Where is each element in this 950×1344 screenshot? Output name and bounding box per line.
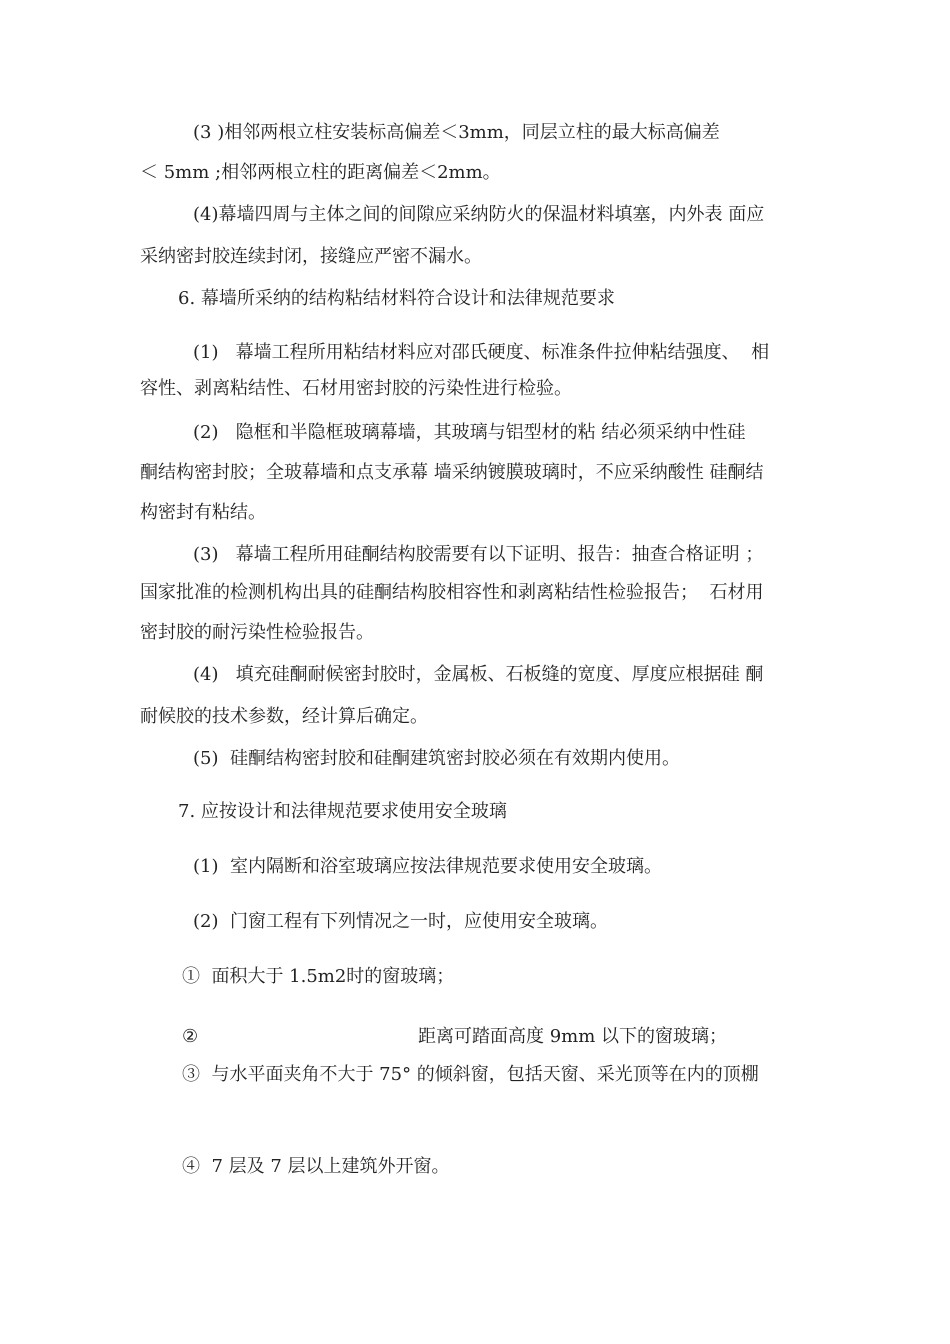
list-item: ④ 7 层及 7 层以上建筑外开窗。: [182, 1156, 450, 1177]
paragraph-line: (3 )相邻两根立柱安装标高偏差＜3mm，同层立柱的最大标高偏差: [193, 122, 720, 143]
paragraph-line: (2) 门窗工程有下列情况之一时，应使用安全玻璃。: [193, 911, 608, 932]
paragraph-line: (4)幕墙四周与主体之间的间隙应采纳防火的保温材料填塞，内外表 面应: [193, 204, 765, 225]
paragraph-line: 构密封有粘结。: [140, 502, 266, 523]
paragraph-line: (1) 室内隔断和浴室玻璃应按法律规范要求使用安全玻璃。: [193, 856, 662, 877]
paragraph-line: (1) 幕墙工程所用粘结材料应对邵氏硬度、标准条件拉伸粘结强度、 相: [193, 342, 770, 363]
list-item: ③ 与水平面夹角不大于 75° 的倾斜窗，包括天窗、采光顶等在内的顶棚: [182, 1064, 759, 1085]
list-item: 距离可踏面高度 9mm 以下的窗玻璃；: [418, 1026, 728, 1047]
paragraph-line: 酮结构密封胶；全玻幕墙和点支承幕 墙采纳镀膜玻璃时，不应采纳酸性 硅酮结: [140, 462, 764, 483]
list-item-marker: ②: [182, 1026, 199, 1047]
paragraph-line: ＜ 5mm ;相邻两根立柱的距离偏差＜2mm。: [140, 162, 501, 183]
section-heading: 6. 幕墙所采纳的结构粘结材料符合设计和法律规范要求: [178, 288, 615, 309]
paragraph-line: 国家批准的检测机构出具的硅酮结构胶相容性和剥离粘结性检验报告； 石材用: [140, 582, 764, 603]
paragraph-line: (4) 填充硅酮耐候密封胶时，金属板、石板缝的宽度、厚度应根据硅 酮: [193, 664, 764, 685]
paragraph-line: (2) 隐框和半隐框玻璃幕墙，其玻璃与铝型材的粘 结必须采纳中性硅: [193, 422, 746, 443]
paragraph-line: 采纳密封胶连续封闭，接缝应严密不漏水。: [140, 246, 482, 267]
paragraph-line: 容性、剥离粘结性、石材用密封胶的污染性进行检验。: [140, 378, 572, 399]
section-heading: 7. 应按设计和法律规范要求使用安全玻璃: [178, 801, 507, 822]
list-item: ① 面积大于 1.5m2时的窗玻璃；: [182, 966, 455, 987]
paragraph-line: (5) 硅酮结构密封胶和硅酮建筑密封胶必须在有效期内使用。: [193, 748, 680, 769]
paragraph-line: (3) 幕墙工程所用硅酮结构胶需要有以下证明、报告：抽查合格证明 ；: [193, 544, 764, 565]
paragraph-line: 密封胶的耐污染性检验报告。: [140, 622, 374, 643]
paragraph-line: 耐候胶的技术参数，经计算后确定。: [140, 706, 428, 727]
